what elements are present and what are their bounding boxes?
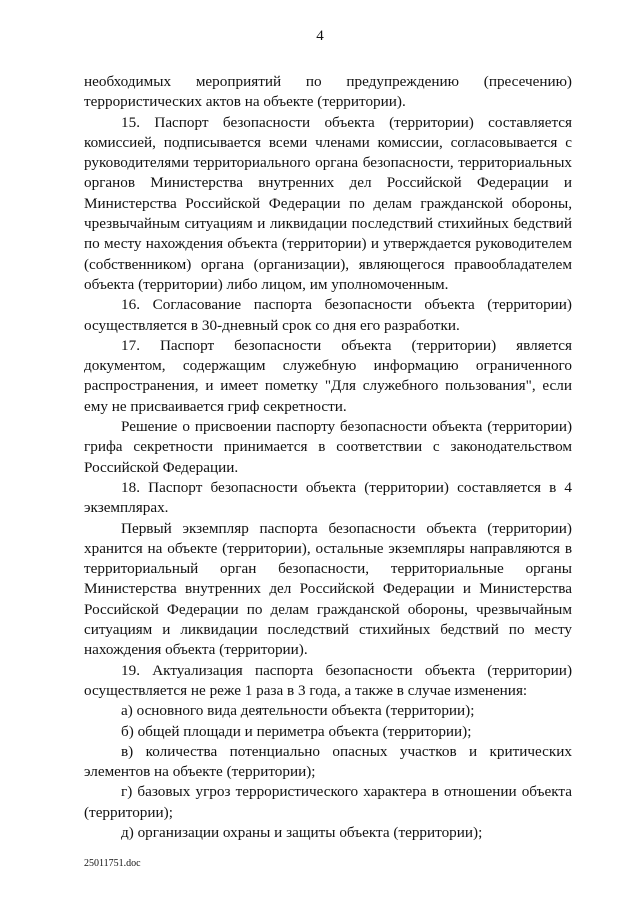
list-item: д) организации охраны и защиты объекта (территории); [121, 823, 483, 841]
paragraph: Первый экземпляр паспорта безопасности объекта (территории) хранится на объекте (территории), остальные экземпляры направляются в территориальный орган безопасности, территориальные органы Министерства внутренних дел Российской Федерации и Министерства Российской Федерации по делам гражданской обороны, чрезвычайным ситуациям и ликвидации последствий стихийных бедствий по месту нахождения объекта (территории). [84, 519, 572, 659]
page-number: 4 [316, 28, 324, 44]
list-item: б) общей площади и периметра объекта (территории); [121, 722, 472, 740]
list-item: г) базовых угроз террористического характера в отношении объекта (территории); [84, 783, 572, 821]
paragraph: Решение о присвоении паспорту безопасности объекта (территории) грифа секретности принимается в соответствии с законодательством Российской Федерации. [84, 418, 572, 476]
paragraph: 15. Паспорт безопасности объекта (территории) составляется комиссией, подписывается всеми членами комиссии, согласовывается с руководителями территориального органа безопасности, территориальных органов Министерства внутренних дел Российской Федерации и Министерства Российской Федерации по делам гражданской обороны, чрезвычайным ситуациям и ликвидации последствий стихийных бедствий по месту нахождения объекта (территории) и утверждается руководителем (собственником) органа (организации), являющегося правообладателем объекта (территории) либо лицом, им уполномоченным. [84, 113, 572, 293]
paragraph: 16. Согласование паспорта безопасности объекта (территории) осуществляется в 30-дневный срок со дня его разработки. [84, 296, 572, 334]
paragraph: 19. Актуализация паспорта безопасности объекта (территории) осуществляется не реже 1 раза в 3 года, а также в случае изменения: [84, 661, 572, 699]
paragraph: 18. Паспорт безопасности объекта (территории) составляется в 4 экземплярах. [84, 478, 572, 517]
list-item: а) основного вида деятельности объекта (территории); [121, 702, 475, 720]
document-body [84, 72, 572, 843]
paragraph: 17. Паспорт безопасности объекта (территории) является документом, содержащим служебную информацию ограниченного распространения, и имеет пометку "Для служебного пользования", если ему не присваивается гриф секретности. [84, 336, 572, 415]
list-item: в) количества потенциально опасных участков и критических элементов на объекте (территории); [84, 742, 572, 781]
paragraph: необходимых мероприятий по предупреждению (пресечению) террористических актов на объекте (территории). [84, 73, 572, 111]
file-name-footer: 25011751.doc [84, 858, 141, 869]
